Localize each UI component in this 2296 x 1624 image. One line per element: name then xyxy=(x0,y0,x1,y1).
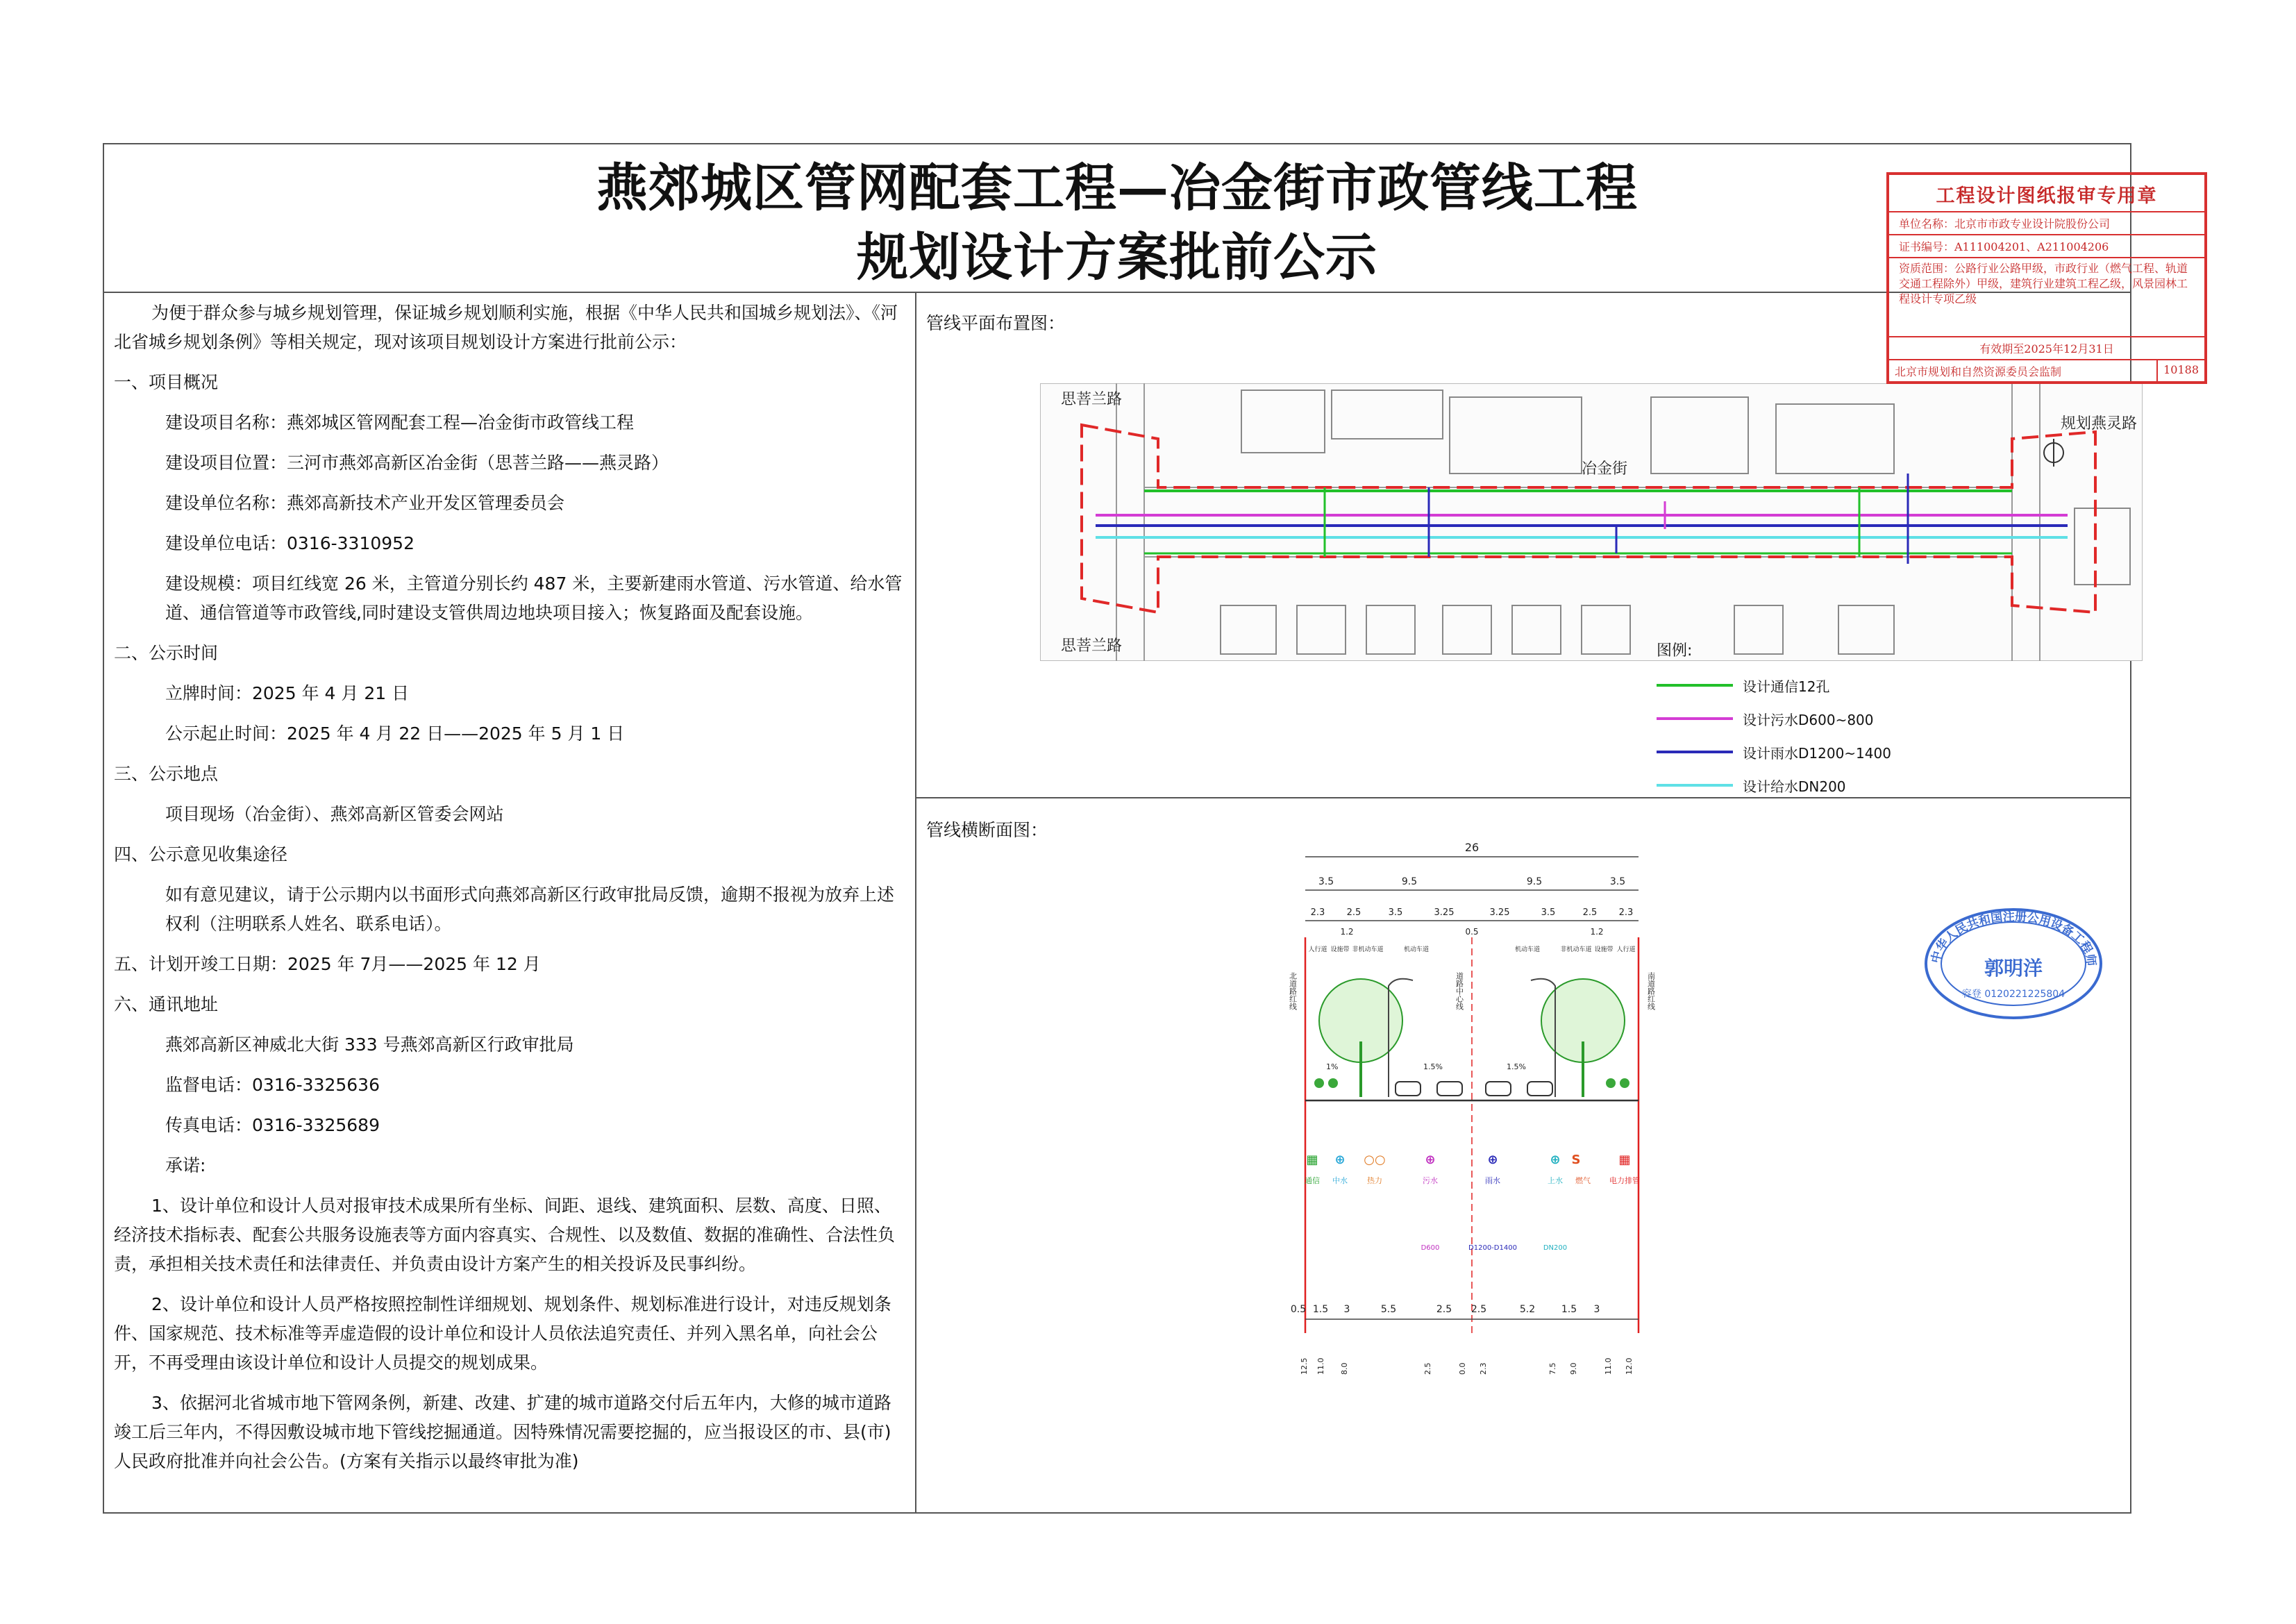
lane-label: 非机动车道 xyxy=(1352,946,1384,953)
pipe-symbol-icon: ⊕ xyxy=(1425,1153,1436,1167)
lane-label: 人行道 xyxy=(1308,946,1327,953)
dim-label: 1.2 xyxy=(1590,927,1604,937)
page-title: 燕郊城区管网配套工程—冶金街市政管线工程 xyxy=(596,158,1638,218)
dim-label: 9.5 xyxy=(1401,876,1418,887)
pipe-symbol-icon: ○○ xyxy=(1364,1153,1386,1167)
center-line-label: 道路中心线 xyxy=(1455,972,1464,1010)
bottom-dim: 0.5 xyxy=(1290,1304,1307,1315)
pipe-label: 燃气 xyxy=(1575,1176,1591,1185)
stamp-number: 10188 xyxy=(2163,363,2199,376)
legend-line-icon xyxy=(1657,717,1733,720)
legend-line-icon xyxy=(1657,684,1733,687)
dim-label: 3.5 xyxy=(1318,876,1334,887)
plan-label: 管线平面布置图： xyxy=(926,313,1066,333)
section-title: 二、公示时间 xyxy=(114,643,219,663)
slope-label: 1.5% xyxy=(1423,1062,1443,1071)
stamp-issuer: 北京市规划和自然资源委员会监制 xyxy=(1889,360,2158,382)
pipeline-plan-drawing xyxy=(1040,383,2143,661)
legend-label: 设计给水DN200 xyxy=(1743,778,1846,795)
lane-label: 机动车道 xyxy=(1403,946,1430,953)
plan-legend xyxy=(1657,639,1948,802)
offset-label: 12.0 xyxy=(1625,1357,1634,1375)
legend-item xyxy=(1657,669,1948,702)
bottom-dim: 5.2 xyxy=(1519,1304,1536,1315)
legend-item xyxy=(1657,702,1948,735)
red-line-label: 北道路红线 xyxy=(1288,972,1298,1010)
road-label-east: 规划燕灵路 xyxy=(2061,415,2138,433)
pipe-size-label: D600 xyxy=(1421,1244,1440,1252)
red-line-label: 南道路红线 xyxy=(1646,972,1656,1010)
notice-text-panel xyxy=(104,292,916,1512)
pipe-label: 上水 xyxy=(1548,1176,1563,1185)
pipe-symbol-icon: ⊕ xyxy=(1487,1153,1498,1167)
section-title: 一、项目概况 xyxy=(114,372,219,392)
cross-section-drawing xyxy=(1277,833,1666,1416)
slope-label: 1.5% xyxy=(1507,1062,1526,1071)
intro-text: 为便于群众参与城乡规划管理，保证城乡规划顺利实施，根据《中华人民共和国城乡规划法》、《河北省城乡规划条例》等相关规定，现对该项目规划设计方案进行批前公示： xyxy=(114,303,898,352)
section-title: 六、通讯地址 xyxy=(114,994,219,1014)
offset-label: 2.3 xyxy=(1479,1362,1488,1375)
offset-label: 9.0 xyxy=(1569,1362,1578,1375)
dim-label: 2.5 xyxy=(1346,907,1361,918)
pipe-size-label: DN200 xyxy=(1543,1244,1568,1252)
lane-label: 机动车道 xyxy=(1514,946,1541,953)
pipe-symbol-icon: ⊕ xyxy=(1550,1153,1561,1167)
pipe-symbol-icon: ▦ xyxy=(1618,1153,1631,1167)
bottom-dim: 1.5 xyxy=(1561,1304,1577,1315)
offset-label: 11.0 xyxy=(1316,1357,1325,1375)
post-time: 立牌时间：2025 年 4 月 21 日 xyxy=(165,683,410,703)
seal-code: 容登 0120221225804 xyxy=(1961,989,2065,1000)
pipe-label: 电力排管 xyxy=(1609,1176,1640,1185)
seal-name: 郭明洋 xyxy=(1984,957,2043,980)
road-label-main: 冶金街 xyxy=(1582,460,1628,478)
lane-label: 人行道 xyxy=(1616,946,1636,953)
dim-label: 3.25 xyxy=(1434,907,1455,918)
dim-label: 9.5 xyxy=(1526,876,1543,887)
pipe-label: 污水 xyxy=(1423,1176,1438,1185)
car-icon xyxy=(1396,1082,1421,1096)
section-title: 三、公示地点 xyxy=(114,764,219,784)
stamp-title: 工程设计图纸报审专用章 xyxy=(1889,175,2204,212)
dim-label: 2.3 xyxy=(1310,907,1325,918)
offset-label: 11.0 xyxy=(1604,1357,1613,1375)
pipe-label: 热力 xyxy=(1367,1176,1382,1185)
project-scale: 建设规模：项目红线宽 26 米，主管道分别长约 487 米，主要新建雨水管道、污水管道、给水管道、通信管道等市政管线,同时建设支管供周边地块项目接入；恢复路面及配套设施。 xyxy=(165,574,903,623)
dim-label: 2.3 xyxy=(1618,907,1634,918)
offset-label: 12.5 xyxy=(1300,1357,1309,1375)
builder-name: 建设单位名称：燕郊高新技术产业开发区管理委员会 xyxy=(165,493,565,513)
approval-stamp xyxy=(1886,172,2207,384)
road-label-west-bottom: 思菩兰路 xyxy=(1061,637,1123,655)
pipe-symbol-icon: S xyxy=(1571,1153,1581,1167)
legend-label: 设计通信12孔 xyxy=(1743,678,1830,695)
offset-label: 2.5 xyxy=(1423,1362,1432,1375)
bottom-dim: 3 xyxy=(1343,1304,1350,1315)
dim-label: 2.5 xyxy=(1582,907,1598,918)
promise-item: 3、依据河北省城市地下管网条例，新建、改建、扩建的城市道路交付后五年内，大修的城市道路竣工后三年内，不得因敷设城市地下管线挖掘通道。因特殊情况需要挖掘的，应当报设区的市、县(市)人民政府批准并向社会公告。(方案有关指示以最终审批为准) xyxy=(114,1393,891,1471)
stamp-scope: 资质范围：公路行业公路甲级，市政行业（燃气工程、轨道交通工程除外）甲级，建筑行业建筑工程乙级，风景园林工程设计专项乙级 xyxy=(1889,258,2204,337)
notice-place: 项目现场（冶金街）、燕郊高新区管委会网站 xyxy=(165,804,504,824)
pipe-label: 雨水 xyxy=(1485,1176,1500,1185)
lane-label: 设施带 xyxy=(1330,946,1350,953)
notice-period: 公示起止时间：2025 年 4 月 22 日——2025 年 5 月 1 日 xyxy=(165,723,625,744)
stamp-footer xyxy=(1889,360,2204,382)
lane-label: 设施带 xyxy=(1594,946,1614,953)
page-subtitle: 规划设计方案批前公示 xyxy=(857,228,1377,287)
pipe-label: 通信 xyxy=(1305,1176,1320,1185)
offset-label: 7.5 xyxy=(1548,1362,1557,1375)
promise-item: 2、设计单位和设计人员严格按照控制性详细规划、规划条件、规划标准进行设计，对违反规划条件、国家规范、技术标准等弄虚造假的设计单位和设计人员依法追究责任、并列入黑名单，向社会公开，不再受理由该设计单位和设计人员提交的规划成果。 xyxy=(114,1294,891,1373)
pedestrian-icon xyxy=(1314,1078,1324,1088)
notice-frame xyxy=(103,143,2138,1514)
car-icon xyxy=(1486,1082,1511,1096)
car-icon xyxy=(1527,1082,1552,1096)
legend-label: 设计雨水D1200~1400 xyxy=(1743,744,1891,762)
lane-label: 非机动车道 xyxy=(1560,946,1592,953)
notice-text xyxy=(114,299,905,1487)
supervise-phone: 监督电话：0316-3325636 xyxy=(165,1075,380,1095)
pipe-symbol-icon: ⊕ xyxy=(1334,1153,1346,1167)
pedestrian-icon xyxy=(1328,1078,1338,1088)
pedestrian-icon xyxy=(1620,1078,1629,1088)
offset-label: 8.0 xyxy=(1340,1362,1349,1375)
dim-total: 26 xyxy=(1464,841,1480,854)
project-name: 建设项目名称：燕郊城区管网配套工程—冶金街市政管线工程 xyxy=(165,412,635,433)
slope-label: 1% xyxy=(1326,1062,1339,1071)
promise-item: 1、设计单位和设计人员对报审技术成果所有坐标、间距、退线、建筑面积、层数、高度、日照、经济技术指标表、配套公共服务设施表等方面内容真实、合规性、以及数值、数据的准确性、合法性负责，承担相关技术责任和法律责任、并负责由设计方案产生的相关投诉及民事纠纷。 xyxy=(114,1196,896,1274)
bottom-dim: 1.5 xyxy=(1312,1304,1329,1315)
dim-label: 1.2 xyxy=(1340,927,1354,937)
bottom-dim: 2.5 xyxy=(1470,1304,1487,1315)
dim-label: 0.5 xyxy=(1465,927,1479,937)
stamp-valid: 有效期至2025年12月31日 xyxy=(1889,337,2204,360)
road-label-west-top: 思菩兰路 xyxy=(1061,391,1123,408)
bottom-dim: 2.5 xyxy=(1436,1304,1452,1315)
legend-item xyxy=(1657,769,1948,802)
dim-label: 3.25 xyxy=(1489,907,1510,918)
stamp-cert: 证书编号：A111004201、A211004206 xyxy=(1889,235,2204,258)
builder-phone: 建设单位电话：0316-3310952 xyxy=(165,533,414,553)
seal-ring-text: 中华人民共和国注册公用设备工程师 xyxy=(1929,910,2098,967)
legend-title: 图例: xyxy=(1657,642,1693,660)
project-location: 建设项目位置：三河市燕郊高新区冶金街（思菩兰路——燕灵路） xyxy=(165,453,669,473)
legend-line-icon xyxy=(1657,751,1733,753)
car-icon xyxy=(1437,1082,1462,1096)
section-label: 管线横断面图： xyxy=(926,820,1048,840)
bottom-dim: 3 xyxy=(1593,1304,1600,1315)
fax-phone: 传真电话：0316-3325689 xyxy=(165,1115,380,1135)
pedestrian-icon xyxy=(1606,1078,1616,1088)
feedback-text: 如有意见建议，请于公示期内以书面形式向燕郊高新区行政审批局反馈，逾期不报视为放弃上述权利（注明联系人姓名、联系电话）。 xyxy=(165,885,895,934)
legend-line-icon xyxy=(1657,784,1733,787)
pipe-size-label: D1200-D1400 xyxy=(1468,1244,1517,1252)
dim-label: 3.5 xyxy=(1541,907,1556,918)
drawings-panel xyxy=(916,292,2138,1512)
legend-label: 设计污水D600~800 xyxy=(1743,711,1874,728)
title-box xyxy=(104,144,2130,293)
section-title: 五、计划开竣工日期：2025 年 7月——2025 年 12 月 xyxy=(114,954,541,974)
promise-title: 承诺: xyxy=(165,1155,206,1175)
dim-label: 3.5 xyxy=(1388,907,1403,918)
bottom-dim: 5.5 xyxy=(1380,1304,1397,1315)
engineer-seal xyxy=(1922,905,2105,1022)
offset-label: 0.0 xyxy=(1458,1362,1467,1375)
pipe-symbol-icon: ▦ xyxy=(1306,1153,1318,1167)
legend-item xyxy=(1657,735,1948,769)
section-title: 四、公示意见收集途径 xyxy=(114,844,288,864)
stamp-unit: 单位名称：北京市市政专业设计院股份公司 xyxy=(1889,212,2204,235)
address: 燕郊高新区神威北大街 333 号燕郊高新区行政审批局 xyxy=(165,1035,574,1055)
dim-label: 3.5 xyxy=(1609,876,1626,887)
pipe-label: 中水 xyxy=(1332,1176,1348,1185)
